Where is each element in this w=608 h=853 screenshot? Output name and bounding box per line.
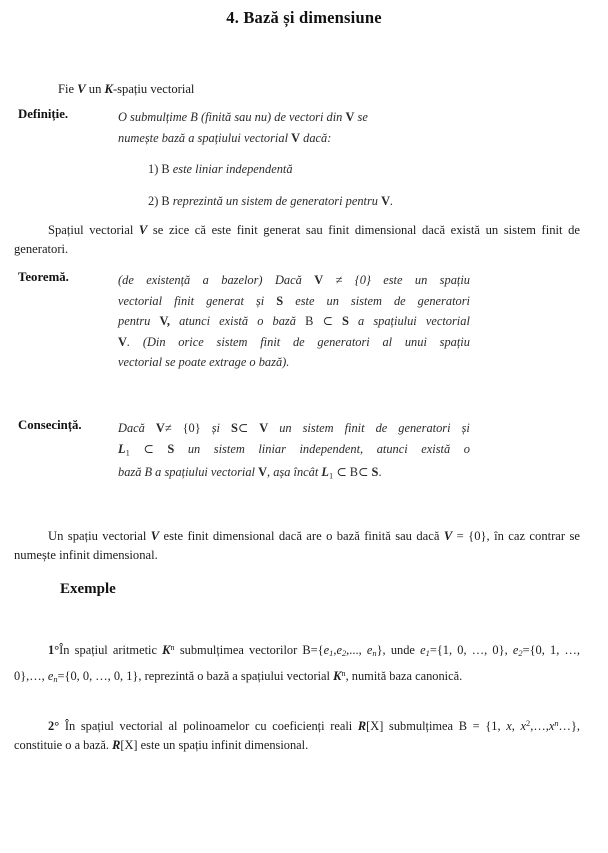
intro-line: Fie V un K-spațiu vectorial	[58, 82, 195, 96]
example-2-marker: 2°	[48, 718, 60, 733]
definition-item-2: 2) B reprezintă un sistem de generatori pentru V.	[148, 194, 394, 208]
page-title: 4. Bază și dimensiune	[226, 8, 382, 27]
definition-item-1: 1) B este liniar independentă	[148, 162, 293, 176]
consequence-label: Consecință.	[18, 418, 82, 432]
example-item-2: 2° În spațiul vectorial al polinoamelor cu coeficienți reali R[X] submulțimea B = {1, x, $x^2,\dots,x^n\dots$}, constituie o a bază. R[X] este un spațiu infinit dimensional.	[14, 718, 580, 753]
theorem-label: Teoremă.	[18, 270, 69, 284]
example-1-marker: 1°	[48, 642, 60, 657]
consequence-body: Dacă V≠ {0} și S⊂ V un sistem finit de generatori și $L_1$ ⊂ S un sistem liniar independent, atunci există o bază B a spațiului vectorial V, așa încât $L_1$ ⊂ B⊂ S.	[118, 421, 470, 481]
definition-body: O submulțime B (finită sau nu) de vectori din V se numește bază a spațiului vectorial V dacă:	[118, 110, 368, 145]
theorem-body: (de existență a bazelor) Dacă V ≠ {0} este un spațiu vectorial finit generat și S este un sistem de generatori pentru V, atunci există o bază B ⊂ S a spațiului vectorial V. (Din orice sistem finit de generatori al unui spațiu vectorial se poate extrage o bază).	[118, 273, 470, 369]
paragraph-finit-generat: Spațiul vectorial V se zice că este finit generat sau finit dimensional dacă există un sistem finit de generatori.	[14, 223, 580, 256]
definition-label: Definiție.	[18, 107, 69, 121]
examples-heading: Exemple	[60, 581, 116, 597]
paragraph-infinit-dimensional: Un spațiu vectorial V este finit dimensional dacă are o bază finită sau dacă V = {0}, în caz contrar se numește infinit dimensional.	[14, 529, 580, 562]
example-item-1: 1°În spațiul aritmetic $K^n$ submulțimea vectorilor $B=\{e_1,e_2$,..., $e_n$}, unde $e_1=\{1$, 0, …, 0}, $e_2=\{0$, 1, …, 0},…, $e_n=\{0$, 0, …, 0, 1}, reprezintă o bază a spațiului vectorial $K^n$, numită baza canonică.	[14, 642, 581, 684]
